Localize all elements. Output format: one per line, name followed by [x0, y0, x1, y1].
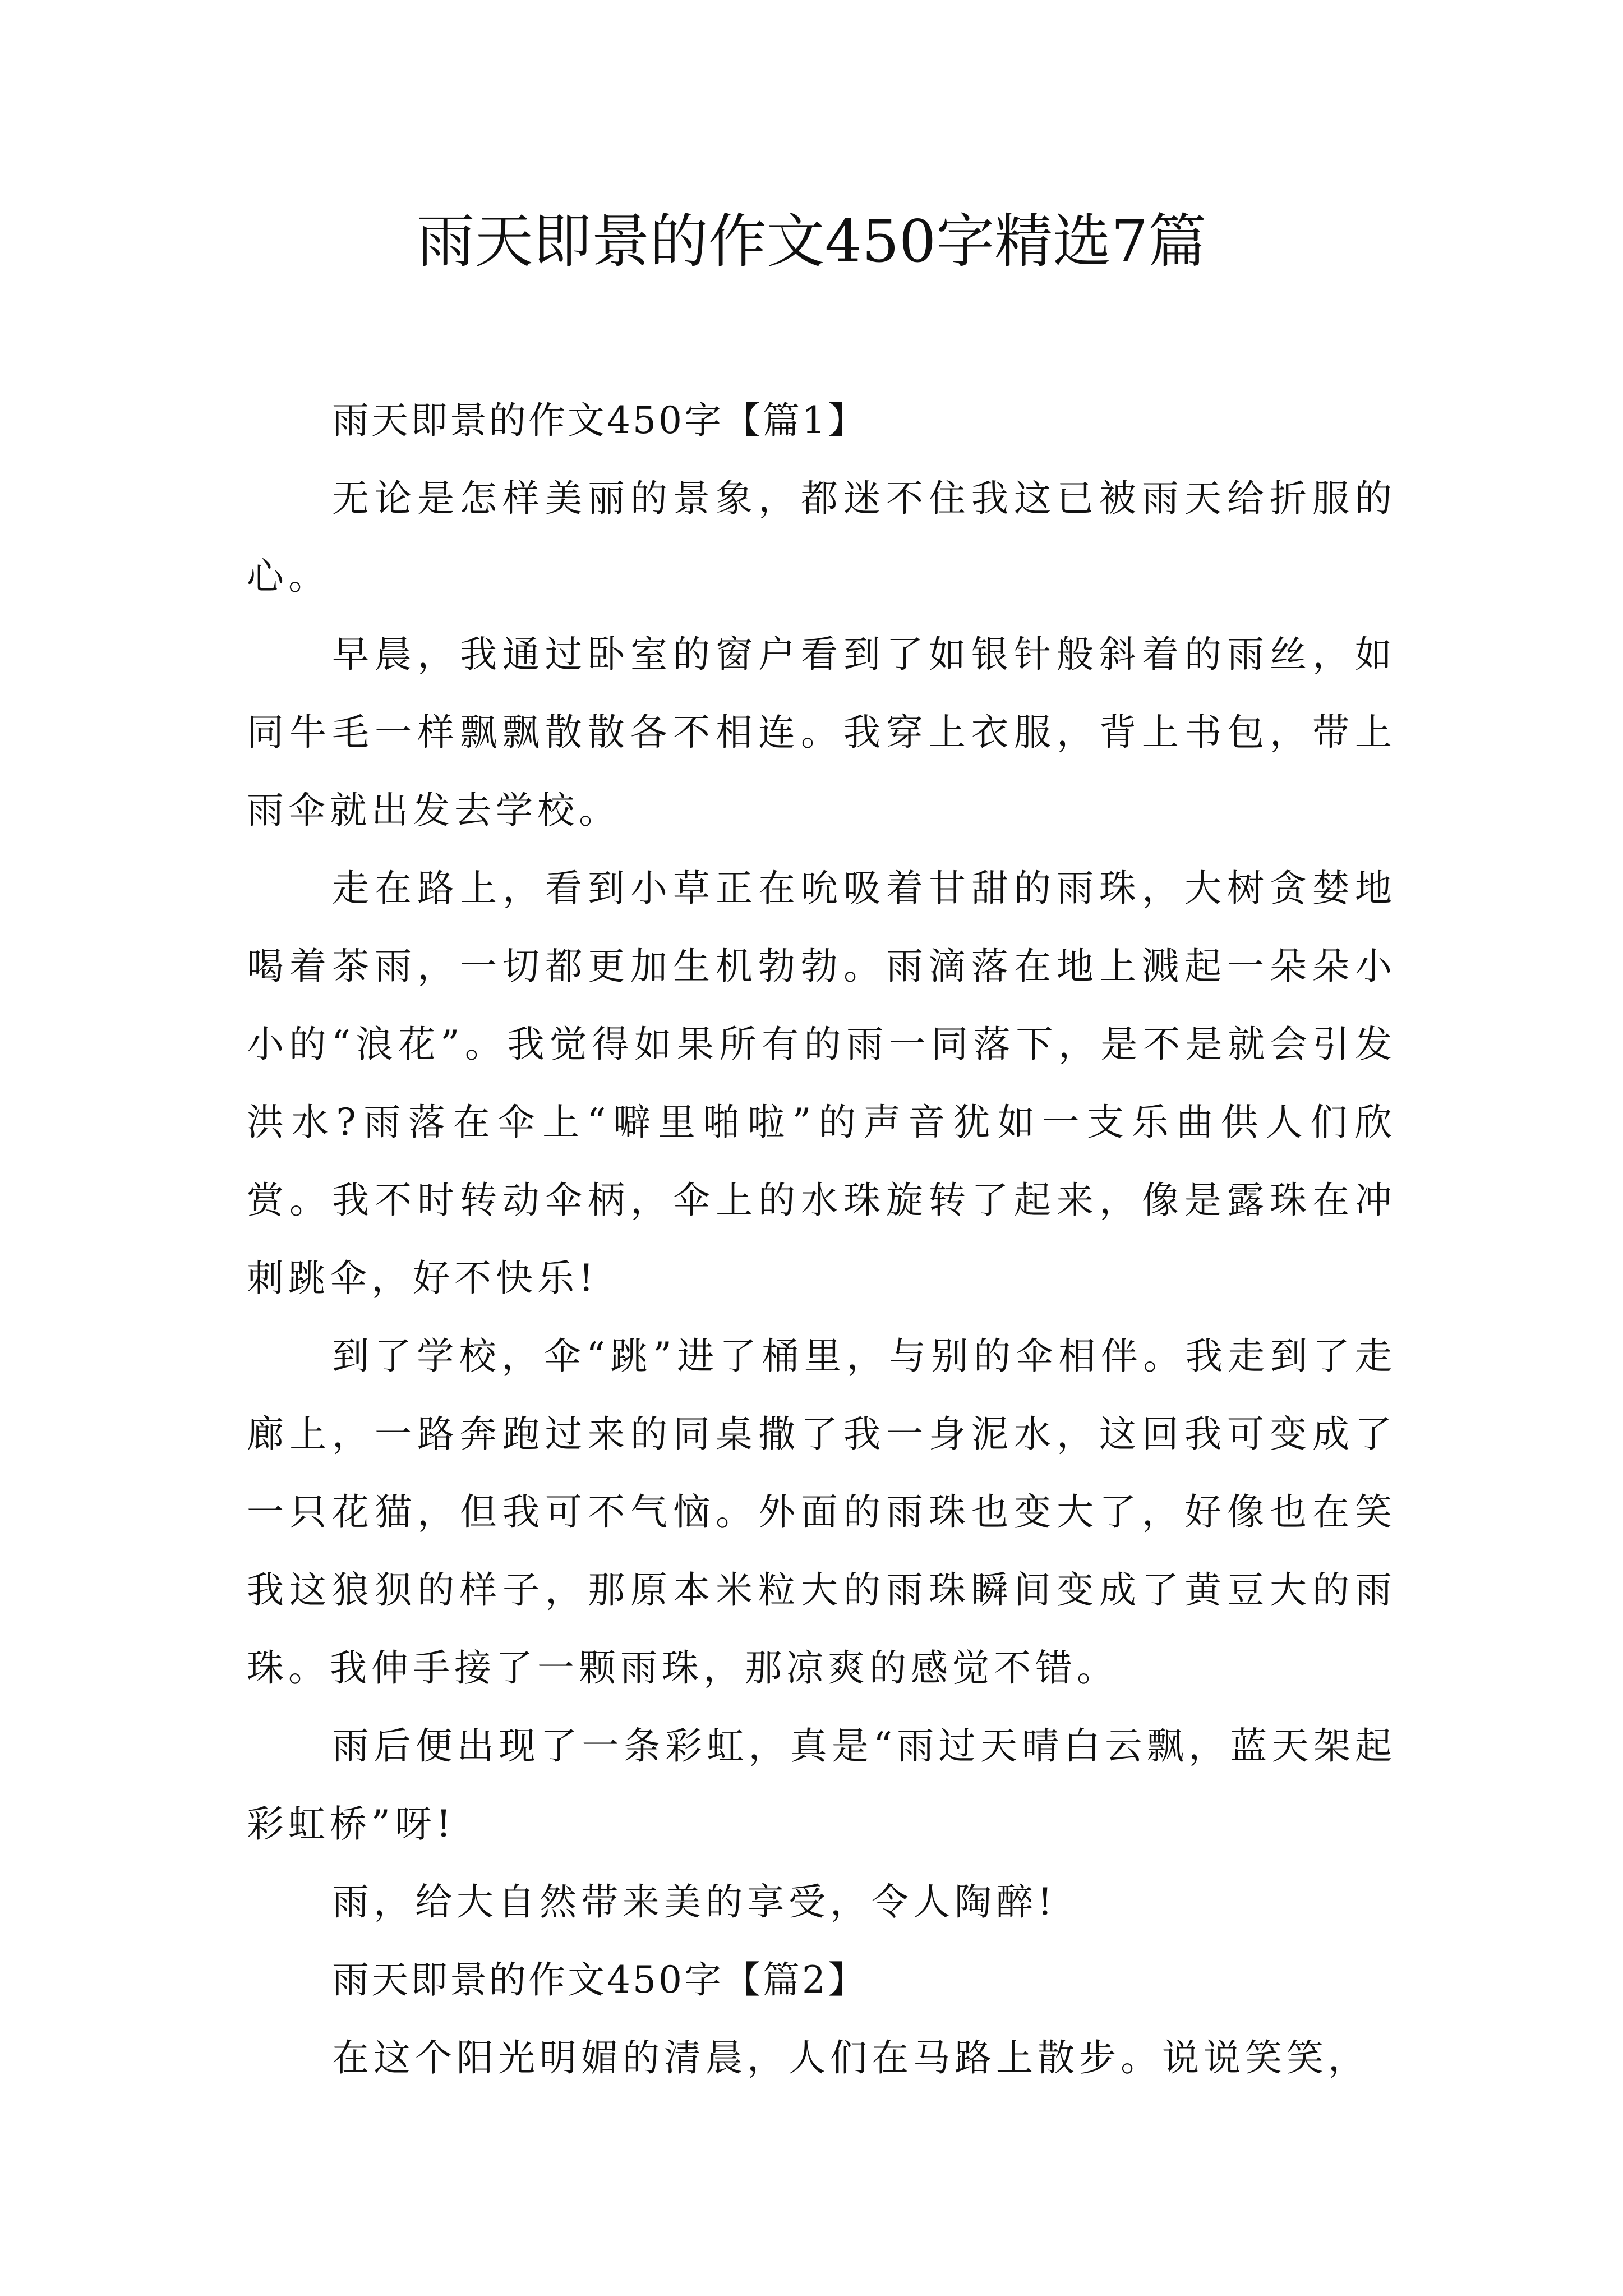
paragraph: 走在路上，看到小草正在吮吸着甘甜的雨珠，大树贪婪地喝着茶雨，一切都更加生机勃勃。雨滴落在地上溅起一朵朵小小的“浪花”。我觉得如果所有的雨一同落下，是不是就会引发洪水?雨落在伞上“噼里啪啦”的声音犹如一支乐曲供人们欣赏。我不时转动伞柄，伞上的水珠旋转了起来，像是露珠在冲刺跳伞，好不快乐! — [247, 867, 1396, 1300]
paragraph: 到了学校，伞“跳”进了桶里，与别的伞相伴。我走到了走廊上，一路奔跑过来的同桌撒了我一身泥水，这回我可变成了一只花猫，但我可不气恼。外面的雨珠也变大了，好像也在笑我这狼狈的样子，那原本米粒大的雨珠瞬间变成了黄豆大的雨珠。我伸手接了一颗雨珠，那凉爽的感觉不错。 — [247, 1335, 1396, 1690]
paragraph: 雨，给大自然带来美的享受，令人陶醉! — [332, 1880, 1057, 1924]
paragraph: 早晨，我通过卧室的窗户看到了如银针般斜着的雨丝，如同牛毛一样飘飘散散各不相连。我穿上衣服，背上书包，带上雨伞就出发去学校。 — [247, 633, 1396, 832]
paragraph: 无论是怎样美丽的景象，都迷不住我这已被雨天给折服的心。 — [247, 477, 1396, 598]
section-heading-1: 雨天即景的作文450字【篇1】 — [332, 399, 867, 442]
paragraph: 在这个阳光明媚的清晨，人们在马路上散步。说说笑笑， — [332, 2036, 1370, 2079]
document-body — [247, 381, 1396, 2097]
paragraph: 雨后便出现了一条彩虹，真是“雨过天晴白云飘，蓝天架起彩虹桥”呀! — [247, 1724, 1396, 1846]
document-title: 雨天即景的作文450字精选7篇 — [416, 207, 1207, 275]
section-heading-2: 雨天即景的作文450字【篇2】 — [332, 1958, 867, 2001]
